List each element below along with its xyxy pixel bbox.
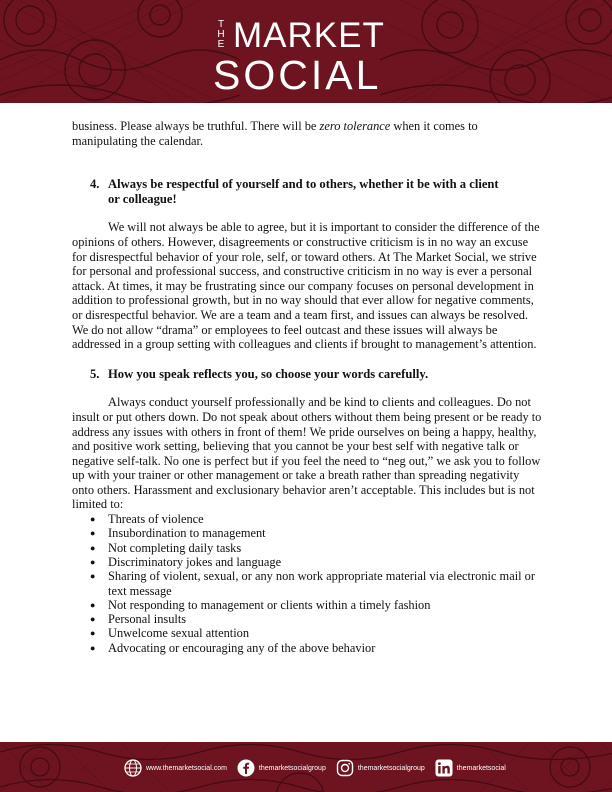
list-item: ● Sharing of violent, sexual, or any non work appropriate material via electronic mail or text message xyxy=(72,569,542,598)
facebook-text: themarketsocialgroup xyxy=(258,764,326,772)
list-item: ● Discriminatory jokes and language xyxy=(72,555,542,569)
list-item: ● Personal insults xyxy=(72,612,542,626)
list-item: ● Unwelcome sexual attention xyxy=(72,626,542,640)
facebook-icon xyxy=(237,759,255,777)
linkedin-link[interactable] xyxy=(435,759,506,777)
instagram-icon xyxy=(336,759,354,777)
website-link[interactable] xyxy=(124,759,227,777)
linkedin-text: themarketsocial xyxy=(456,764,506,772)
list-item: ● Threats of violence xyxy=(72,512,542,526)
list-item: ● Not completing daily tasks xyxy=(72,541,542,555)
globe-icon xyxy=(124,759,142,777)
list-item: ● Insubordination to management xyxy=(72,526,542,540)
intro-paragraph: business. Please always be truthful. There will be zero tolerance when it comes to manipulating the calendar. xyxy=(72,119,478,148)
zero-tolerance-emphasis: zero tolerance xyxy=(319,119,391,133)
document-body xyxy=(72,119,542,655)
social-links xyxy=(124,758,516,778)
instagram-link[interactable] xyxy=(336,759,425,777)
list-item: ● Not responding to management or clients within a timely fashion xyxy=(72,598,542,612)
footer-banner xyxy=(0,742,612,792)
list-item: ● Advocating or encouraging any of the above behavior xyxy=(72,641,542,655)
facebook-link[interactable] xyxy=(237,759,326,777)
linkedin-icon xyxy=(435,759,453,777)
section-4-heading: 4. Always be respectful of yourself and to others, whether it be with a client or colleague! xyxy=(90,177,499,206)
website-text: www.themarketsocial.com xyxy=(146,764,227,772)
section-5-heading: 5. How you speak reflects you, so choose your words carefully. xyxy=(90,366,429,381)
logo-the: T H E xyxy=(217,19,225,50)
logo-market: MARKET xyxy=(233,16,385,55)
behavior-list xyxy=(72,512,542,655)
section-5-body: Always conduct yourself professionally and be kind to clients and colleagues. Do not insult or put others down. Do not speak about others without them being present or be ready to address any issues with others in front of them! We pride ourselves on being a happy, healthy, and positive work setting, believing that you cannot be your best self with negative talk or negative self-talk. No one is perfect but if you feel the need to “neg out,” we ask you to follow up with your trainer or other management or take a breath rather than spreading negativity onto others. Harassment and exclusionary behavior aren’t acceptable. This includes but is not limited to: xyxy=(72,395,542,512)
instagram-text: themarketsocialgroup xyxy=(357,764,425,772)
section-4-body: We will not always be able to agree, but it is important to consider the difference of the opinions of others. However, disagreements or constructive criticism is in no way an excuse for disrespectful behavior of your role, self, or toward others. At The Market Social, we strive for personal and professional success, and constructive criticism in no way is ever a personal attack. At times, it may be frustrating since our company focuses on personal development in addition to professional growth, but in no way should that ever allow for negative comments, or disrespectful behavior. We are a team and a team first, and issues can always be resolved. We do not allow “drama” or employees to feel outcast and these issues will always be addressed in a group setting with colleagues and clients if brought to management’s attention. xyxy=(72,220,540,352)
brand-logo xyxy=(213,16,403,98)
header-banner xyxy=(0,0,612,103)
logo-social: SOCIAL xyxy=(213,52,382,98)
